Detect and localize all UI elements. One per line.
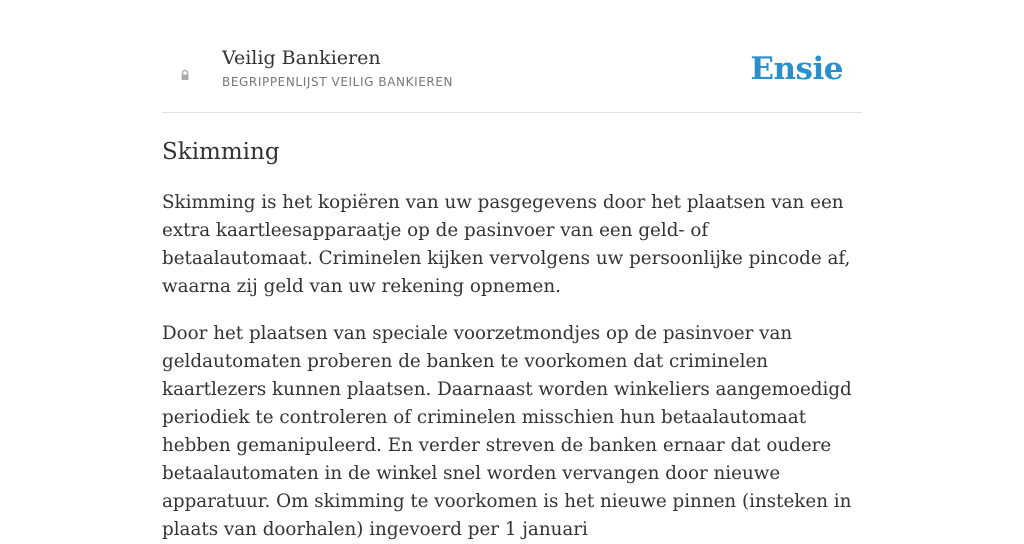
article-paragraph: Door het plaatsen van speciale voorzetmondjes op de pasinvoer van geldautomaten proberen de banken te voorkomen dat criminelen kaartlezers kunnen plaatsen. Daarnaast worden winkeliers aangemoedigd periodiek te controleren of criminelen misschien hun betaalautomaat hebben gemanipuleerd. En verder streven de banken ernaar dat oudere betaalautomaten in de winkel snel worden vervangen door nieuwe apparatuur. Om skimming te voorkomen is het nieuwe pinnen (insteken in plaats van doorhalen) ingevoerd per 1 januari	[162, 323, 852, 540]
page	[162, 0, 862, 540]
page-header	[162, 0, 862, 113]
site-title[interactable]: Veilig Bankieren	[222, 47, 381, 69]
brand-logo-link[interactable]: Ensie	[750, 51, 843, 87]
site-titles	[222, 46, 453, 89]
article-paragraph: Skimming is het kopiëren van uw pasgegevens door het plaatsen van een extra kaartleesapparaatje op de pasinvoer van een geld- of betaalautomaat. Criminelen kijken vervolgens uw persoonlijke pincode af, waarna zij geld van uw rekening opnemen.	[162, 192, 851, 297]
site-subtitle[interactable]: BEGRIPPENLIJST VEILIG BANKIEREN	[222, 75, 454, 89]
lock-icon	[179, 66, 191, 78]
article-title: Skimming	[162, 139, 280, 165]
